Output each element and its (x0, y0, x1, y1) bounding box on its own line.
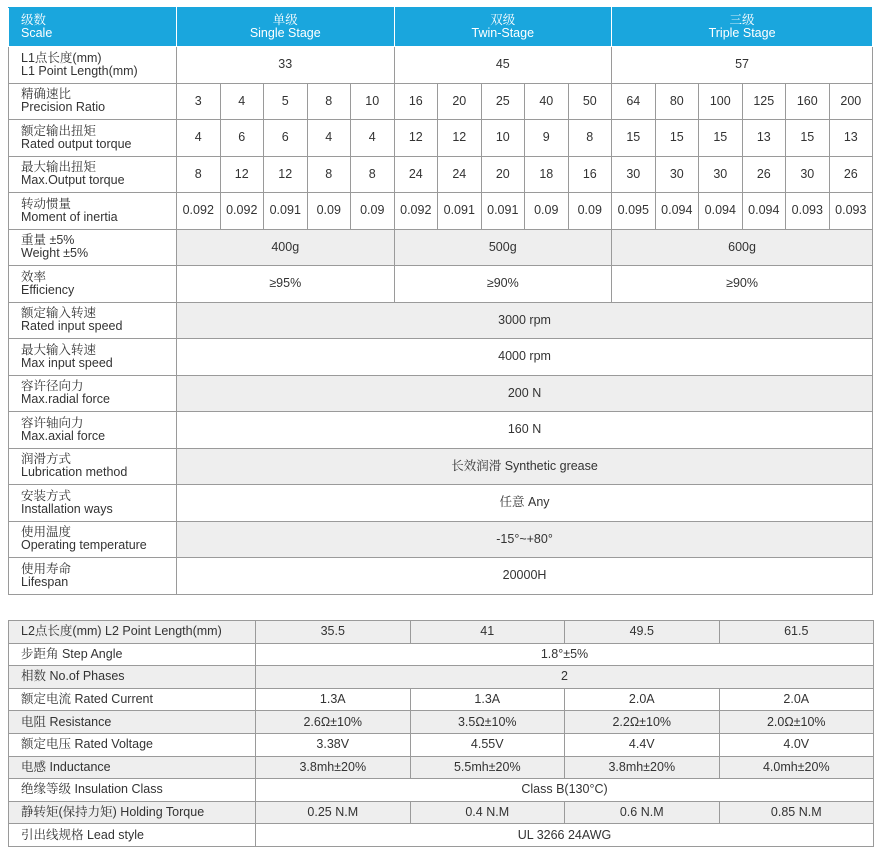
value-cell: 4 (177, 120, 221, 157)
stage-cn: 单级 (272, 13, 298, 27)
value-cell: 15 (612, 120, 656, 157)
row-label (9, 339, 177, 376)
label-en: L1 Point Length(mm) (21, 63, 138, 78)
shared-value-cell: 200 N (177, 375, 873, 412)
stage-value-cell: 33 (177, 47, 395, 84)
value-cell: 4 (220, 83, 264, 120)
value-cell: 49.5 (565, 621, 720, 644)
value-cell: 26 (742, 156, 786, 193)
label-cn: 最大输入转速 (21, 342, 97, 357)
label-cn: 效率 (21, 269, 47, 284)
row-label (9, 558, 177, 595)
value-cell: 0.094 (699, 193, 743, 230)
row-label (9, 120, 177, 157)
spec-row-rated_speed (9, 302, 873, 339)
spec-row-ratio (9, 83, 873, 120)
shared-value-cell: 长效润滑 Synthetic grease (177, 448, 873, 485)
elec-row-lead (9, 824, 874, 847)
row-label: 引出线规格 Lead style (9, 824, 256, 847)
value-cell: 13 (742, 120, 786, 157)
elec-row-step_angle (9, 643, 874, 666)
shared-value-cell: 20000H (177, 558, 873, 595)
value-cell: 26 (829, 156, 873, 193)
stage-header-triple (612, 8, 873, 47)
label-cn: 额定输出扭矩 (21, 123, 97, 138)
value-cell: 18 (525, 156, 569, 193)
value-cell: 13 (829, 120, 873, 157)
label-en: Max.radial force (21, 392, 110, 407)
value-cell: 0.6 N.M (565, 801, 720, 824)
stage-value-cell: ≥95% (177, 266, 395, 303)
value-cell: 1.3A (410, 688, 565, 711)
stage-cn: 三级 (729, 13, 755, 27)
value-cell: 0.091 (438, 193, 482, 230)
value-cell: 0.4 N.M (410, 801, 565, 824)
elec-row-resistance (9, 711, 874, 734)
row-label: 静转矩(保持力矩) Holding Torque (9, 801, 256, 824)
stage-en: Triple Stage (708, 26, 776, 40)
value-cell: 0.094 (742, 193, 786, 230)
row-label: 步距角 Step Angle (9, 643, 256, 666)
label-cn: 使用温度 (21, 525, 72, 540)
shared-value-cell: 任意 Any (177, 485, 873, 522)
label-en: Weight ±5% (21, 246, 89, 261)
value-cell: 2.0A (565, 688, 720, 711)
row-label (9, 229, 177, 266)
label-cn: 转动惯量 (21, 196, 72, 211)
value-cell: 0.091 (481, 193, 525, 230)
stage-value-cell: 500g (394, 229, 612, 266)
elec-row-phases (9, 666, 874, 689)
value-cell: 15 (699, 120, 743, 157)
label-en: Precision Ratio (21, 100, 106, 115)
value-cell: 200 (829, 83, 873, 120)
value-cell: 160 (786, 83, 830, 120)
spec-row-lubrication (9, 448, 873, 485)
value-cell: 80 (655, 83, 699, 120)
value-cell: 40 (525, 83, 569, 120)
shared-value-cell: 2 (256, 666, 874, 689)
value-cell: 0.09 (351, 193, 395, 230)
spec-row-install (9, 485, 873, 522)
value-cell: 8 (568, 120, 612, 157)
row-label (9, 448, 177, 485)
value-cell: 8 (307, 156, 351, 193)
spec-row-rated_torque (9, 120, 873, 157)
label-en: Moment of inertia (21, 209, 118, 224)
shared-value-cell: 1.8°±5% (256, 643, 874, 666)
value-cell: 0.85 N.M (719, 801, 874, 824)
value-cell: 64 (612, 83, 656, 120)
value-cell: 4.4V (565, 733, 720, 756)
spec-row-axial (9, 412, 873, 449)
spec-row-weight (9, 229, 873, 266)
value-cell: 2.6Ω±10% (256, 711, 411, 734)
stage-value-cell: ≥90% (612, 266, 873, 303)
value-cell: 61.5 (719, 621, 874, 644)
stage-value-cell: 45 (394, 47, 612, 84)
label-en: Lubrication method (21, 465, 128, 480)
elec-row-insulation (9, 779, 874, 802)
row-label: 额定电流 Rated Current (9, 688, 256, 711)
value-cell: 4 (351, 120, 395, 157)
row-label: 相数 No.of Phases (9, 666, 256, 689)
value-cell: 15 (786, 120, 830, 157)
value-cell: 4.0V (719, 733, 874, 756)
elec-row-l2 (9, 621, 874, 644)
value-cell: 30 (699, 156, 743, 193)
label-cn: 容许径向力 (21, 379, 84, 394)
value-cell: 12 (394, 120, 438, 157)
label-cn: 使用寿命 (21, 561, 72, 576)
spec-row-radial (9, 375, 873, 412)
row-label (9, 266, 177, 303)
label-en: Rated input speed (21, 319, 123, 334)
label-en: Rated output torque (21, 136, 132, 151)
stage-header-single (177, 8, 395, 47)
stage-cn: 双级 (490, 13, 516, 27)
row-label (9, 485, 177, 522)
scale-header (9, 8, 177, 47)
value-cell: 5.5mh±20% (410, 756, 565, 779)
value-cell: 24 (438, 156, 482, 193)
label-en: Installation ways (21, 501, 113, 516)
value-cell: 0.093 (786, 193, 830, 230)
value-cell: 9 (525, 120, 569, 157)
elec-row-holding (9, 801, 874, 824)
value-cell: 6 (220, 120, 264, 157)
scale-cn: 级数 (21, 13, 47, 27)
value-cell: 125 (742, 83, 786, 120)
value-cell: 41 (410, 621, 565, 644)
value-cell: 12 (264, 156, 308, 193)
stage-value-cell: 600g (612, 229, 873, 266)
label-cn: 容许轴向力 (21, 415, 84, 430)
row-label (9, 83, 177, 120)
label-en: Max input speed (21, 355, 113, 370)
shared-value-cell: 4000 rpm (177, 339, 873, 376)
value-cell: 25 (481, 83, 525, 120)
spec-row-efficiency (9, 266, 873, 303)
label-cn: 额定输入转速 (21, 306, 97, 321)
row-label (9, 412, 177, 449)
row-label: 电感 Inductance (9, 756, 256, 779)
value-cell: 50 (568, 83, 612, 120)
value-cell: 6 (264, 120, 308, 157)
row-label: 电阻 Resistance (9, 711, 256, 734)
value-cell: 10 (481, 120, 525, 157)
label-en: Max.axial force (21, 428, 106, 443)
value-cell: 2.2Ω±10% (565, 711, 720, 734)
stage-value-cell: 400g (177, 229, 395, 266)
value-cell: 30 (655, 156, 699, 193)
value-cell: 0.092 (220, 193, 264, 230)
value-cell: 4 (307, 120, 351, 157)
spec-row-life (9, 558, 873, 595)
value-cell: 15 (655, 120, 699, 157)
value-cell: 0.093 (829, 193, 873, 230)
spec-row-max_speed (9, 339, 873, 376)
value-cell: 35.5 (256, 621, 411, 644)
label-en: Efficiency (21, 282, 75, 297)
value-cell: 30 (786, 156, 830, 193)
elec-row-current (9, 688, 874, 711)
value-cell: 0.094 (655, 193, 699, 230)
value-cell: 16 (568, 156, 612, 193)
shared-value-cell: -15°~+80° (177, 521, 873, 558)
value-cell: 100 (699, 83, 743, 120)
scale-en: Scale (21, 26, 53, 40)
stage-en: Twin-Stage (471, 26, 535, 40)
value-cell: 3 (177, 83, 221, 120)
motor-electrical-table (8, 620, 874, 847)
value-cell: 24 (394, 156, 438, 193)
row-label (9, 193, 177, 230)
value-cell: 3.8mh±20% (565, 756, 720, 779)
shared-value-cell: UL 3266 24AWG (256, 824, 874, 847)
value-cell: 16 (394, 83, 438, 120)
stage-en: Single Stage (249, 26, 321, 40)
value-cell: 0.092 (394, 193, 438, 230)
header-row (9, 8, 873, 47)
label-en: Lifespan (21, 574, 69, 589)
row-label (9, 375, 177, 412)
value-cell: 3.8mh±20% (256, 756, 411, 779)
label-cn: 润滑方式 (21, 452, 72, 467)
label-cn: 重量 ±5% (21, 233, 75, 248)
row-label (9, 302, 177, 339)
row-label: 绝缘等级 Insulation Class (9, 779, 256, 802)
label-cn: 最大输出扭矩 (21, 160, 97, 175)
shared-value-cell: Class B(130°C) (256, 779, 874, 802)
spec-row-inertia (9, 193, 873, 230)
value-cell: 4.0mh±20% (719, 756, 874, 779)
value-cell: 0.09 (525, 193, 569, 230)
value-cell: 3.38V (256, 733, 411, 756)
shared-value-cell: 160 N (177, 412, 873, 449)
value-cell: 30 (612, 156, 656, 193)
value-cell: 10 (351, 83, 395, 120)
value-cell: 12 (220, 156, 264, 193)
stage-header-twin (394, 8, 612, 47)
elec-row-voltage (9, 733, 874, 756)
row-label: 额定电压 Rated Voltage (9, 733, 256, 756)
value-cell: 20 (438, 83, 482, 120)
value-cell: 0.095 (612, 193, 656, 230)
row-label (9, 156, 177, 193)
value-cell: 0.092 (177, 193, 221, 230)
spec-row-temp (9, 521, 873, 558)
spec-row-max_torque (9, 156, 873, 193)
value-cell: 0.091 (264, 193, 308, 230)
label-en: Max.Output torque (21, 173, 125, 188)
label-en: Operating temperature (21, 538, 147, 553)
shared-value-cell: 3000 rpm (177, 302, 873, 339)
value-cell: 8 (351, 156, 395, 193)
spec-row-l1 (9, 47, 873, 84)
value-cell: 2.0Ω±10% (719, 711, 874, 734)
row-label (9, 521, 177, 558)
value-cell: 0.09 (307, 193, 351, 230)
value-cell: 8 (177, 156, 221, 193)
row-label (9, 47, 177, 84)
value-cell: 12 (438, 120, 482, 157)
stage-value-cell: 57 (612, 47, 873, 84)
value-cell: 0.09 (568, 193, 612, 230)
value-cell: 8 (307, 83, 351, 120)
elec-row-inductance (9, 756, 874, 779)
value-cell: 0.25 N.M (256, 801, 411, 824)
value-cell: 1.3A (256, 688, 411, 711)
gearbox-spec-table (8, 7, 873, 595)
row-label: L2点长度(mm) L2 Point Length(mm) (9, 621, 256, 644)
label-cn: 安装方式 (21, 488, 72, 503)
stage-value-cell: ≥90% (394, 266, 612, 303)
value-cell: 2.0A (719, 688, 874, 711)
label-cn: L1点长度(mm) (21, 50, 102, 65)
label-cn: 精确速比 (21, 87, 72, 102)
value-cell: 3.5Ω±10% (410, 711, 565, 734)
value-cell: 5 (264, 83, 308, 120)
value-cell: 4.55V (410, 733, 565, 756)
value-cell: 20 (481, 156, 525, 193)
